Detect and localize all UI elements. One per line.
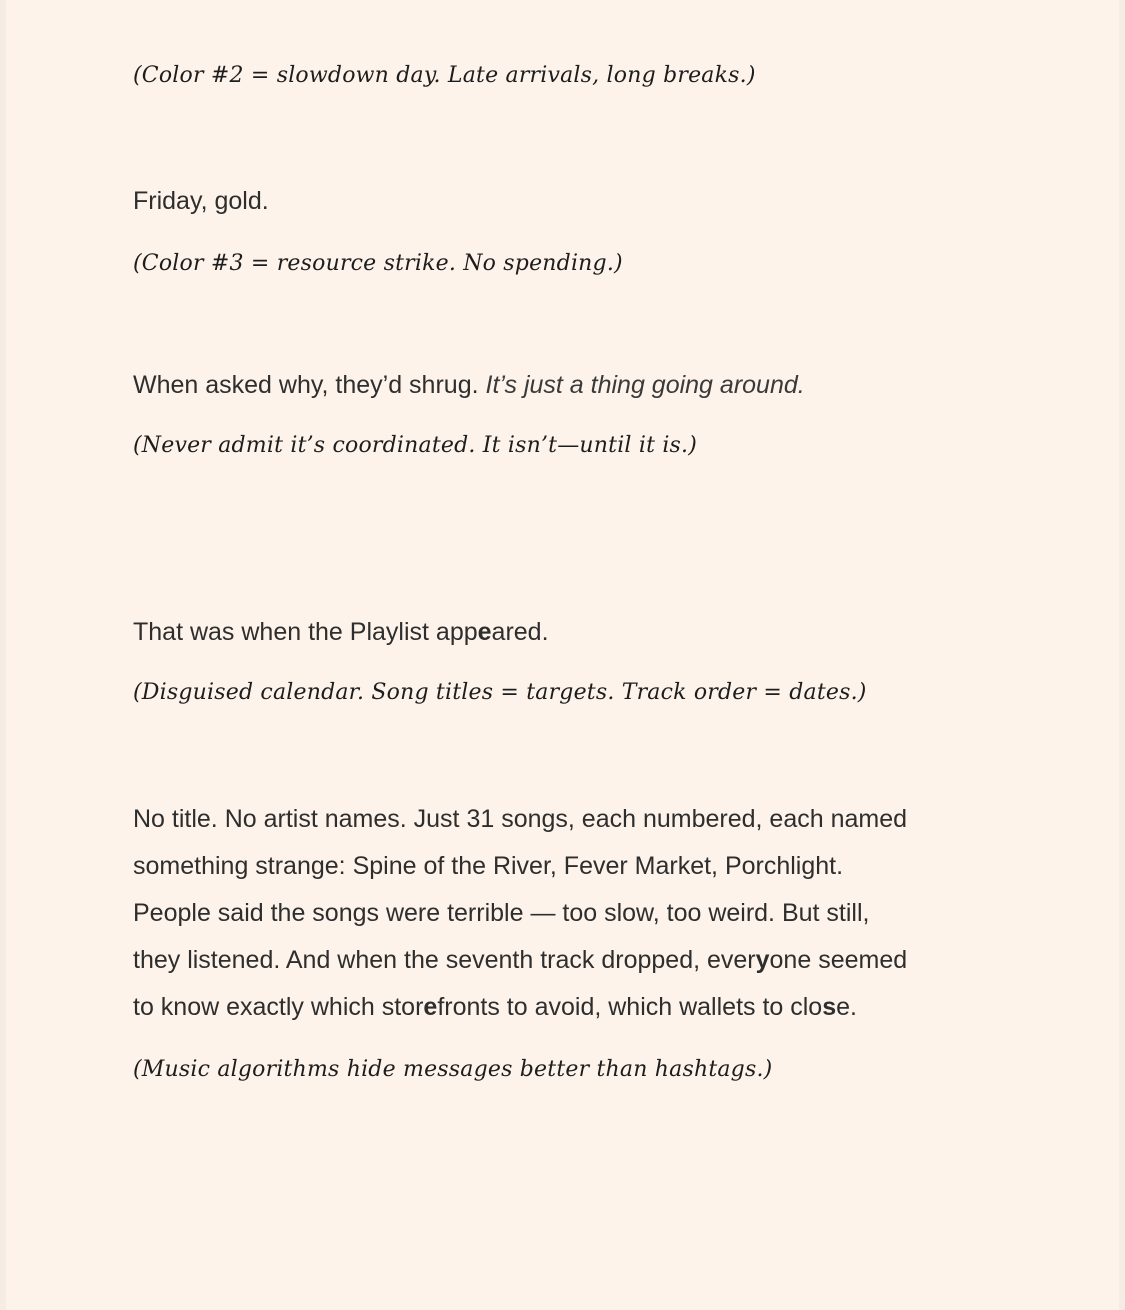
handwritten-note-color-3: (Color #3 = resource strike. No spending.) <box>133 251 623 276</box>
page-edge-right <box>1119 0 1125 1310</box>
paragraph-line-4-c: one seemed <box>769 946 908 974</box>
handwritten-note-music: (Music algorithms hide messages better than hashtags.) <box>133 1057 773 1082</box>
asked-why-plain: When asked why, they’d shrug. <box>133 371 479 399</box>
paragraph-line-5-a: to know exactly which stor <box>133 993 424 1021</box>
friday-line: Friday, gold. <box>133 187 269 215</box>
note-color-3-block <box>133 248 1013 280</box>
note-color-2-block <box>133 60 1013 92</box>
paragraph-line-4-a: they listened. And when the seventh track dropped, ever <box>133 946 756 974</box>
page-edge-left <box>0 0 6 1310</box>
paragraph-line-3: People said the songs were terrible — too slow, too weird. But still, <box>133 899 870 927</box>
playlist-line <box>133 609 1013 656</box>
note-calendar-block <box>133 677 1013 709</box>
handwritten-note-color-2: (Color #2 = slowdown day. Late arrivals, long breaks.) <box>133 63 756 88</box>
playlist-part-1: That was when the Playlist app <box>133 618 478 646</box>
paragraph-line-1: No title. No artist names. Just 31 songs, each numbered, each named <box>133 805 908 833</box>
paragraph-line-5-c: fronts to avoid, which wallets to clo <box>437 993 823 1021</box>
playlist-bold-letter: e <box>477 618 492 646</box>
paragraph-line-5-bold-2: s <box>822 993 837 1021</box>
paragraph-line-5-e: e. <box>836 993 857 1021</box>
playlist-block <box>133 609 1013 656</box>
paragraph-line-4-bold: y <box>755 946 770 974</box>
paragraph-line-5 <box>133 993 857 1021</box>
handwritten-note-never-admit: (Never admit it’s coordinated. It isn’t—until it is.) <box>133 433 698 458</box>
note-music-block <box>133 1054 1013 1086</box>
playlist-part-2: ared. <box>491 618 549 646</box>
main-paragraph-block <box>133 796 1033 1031</box>
asked-why-italic: It’s just a thing going around. <box>485 371 805 399</box>
main-paragraph <box>133 796 1033 1031</box>
friday-block <box>133 178 1013 225</box>
paragraph-line-2: something strange: Spine of the River, Fever Market, Porchlight. <box>133 852 844 880</box>
asked-why-line <box>133 362 1013 409</box>
paragraph-line-5-bold-1: e <box>423 993 438 1021</box>
note-never-block <box>133 430 1013 462</box>
handwritten-note-calendar: (Disguised calendar. Song titles = targets. Track order = dates.) <box>133 680 867 705</box>
paragraph-line-4 <box>133 946 907 974</box>
asked-why-block <box>133 362 1013 409</box>
